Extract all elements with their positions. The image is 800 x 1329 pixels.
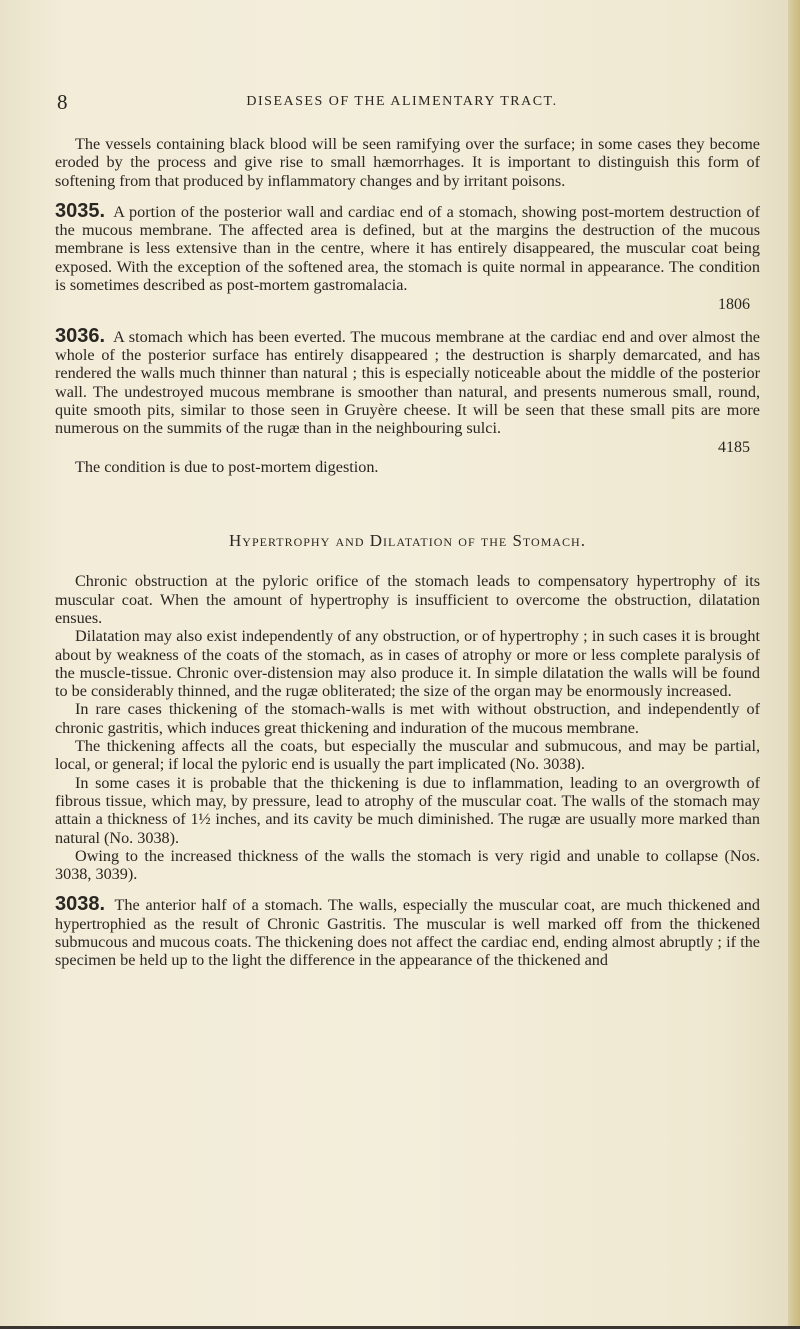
specimen-paragraph [55, 324, 760, 438]
section-paragraph: Owing to the increased thickness of the walls the stomach is very rigid and unable to collapse (Nos. 3038, 3039). [55, 846, 760, 884]
specimen-paragraph [55, 199, 760, 295]
section-paragraph: Chronic obstruction at the pyloric orifice of the stomach leads to compensatory hypertrophy of its muscular coat. When the amount of hypertrophy is insufficient to overcome the obstruction, dilatation ensues. [55, 572, 760, 627]
section-paragraph: In some cases it is probable that the thickening is due to inflammation, leading to an overgrowth of fibrous tissue, which may, by pressure, lead to atrophy of the muscular coat. The walls of the stomach may attain a thickness of 1½ inches, and its cavity be much diminished. The rugæ are usually more marked than natural (No. 3038). [55, 773, 760, 847]
specimen-number: 3035. [55, 199, 106, 222]
specimen-3036 [55, 324, 760, 476]
specimen-3038 [55, 895, 760, 969]
specimen-text: The anterior half of a stomach. The walls, especially the muscular coat, are much thickened and hypertrophied as the result of Chronic Gastritis. The muscular is well marked off from the thickened submucous and mucous coats. The thickening does not affect the cardiac end, ending almost abruptly ; if the specimen be held up to the light the difference in the appearance of the thickened and [55, 896, 760, 970]
intro-paragraph: The vessels containing black blood will be seen ramifying over the surface; in some cases they become eroded by the process and give rise to small hæmorrhages. It is important to distinguish this form of softening from that produced by inflammatory changes and by irritant poisons. [55, 135, 760, 190]
section-paragraph: The thickening affects all the coats, but especially the muscular and submucous, and may be partial, local, or general; if local the pyloric end is usually the part implicated (No. 3038). [55, 737, 760, 774]
running-head: DISEASES OF THE ALIMENTARY TRACT. [246, 94, 558, 109]
specimen-paragraph [55, 895, 760, 969]
catalog-number: 4185 [718, 439, 750, 457]
specimen-text: A portion of the posterior wall and cardiac end of a stomach, showing post-mortem destruction of the mucous membrane. The affected area is defined, but at the margins the destruction of the mucous membrane is less extensive than in the centre, where it has entirely disappeared, the muscular coat being exposed. With the exception of the softened area, the stomach is quite normal in appearance. The condition is sometimes described as post-mortem gastromalacia. [55, 202, 760, 295]
page-number: 8 [57, 90, 68, 114]
page-header [57, 90, 747, 112]
page-body [55, 135, 760, 970]
specimen-number: 3036. [55, 324, 106, 347]
catalog-number: 1806 [718, 296, 750, 314]
section-paragraph: In rare cases thickening of the stomach-walls is met with without obstruction, and independently of chronic gastritis, which induces great thickening and induration of the mucous membrane. [55, 700, 760, 737]
specimen-text: A stomach which has been everted. The mucous membrane at the cardiac end and over almost the whole of the posterior surface has entirely disappeared ; the destruction is sharply demarcated, and has rendered the walls much thinner than natural ; this is especially noticeable about the middle of the posterior wall. The undestroyed mucous membrane is smoother than natural, and presents numerous small, round, quite smooth pits, similar to those seen in Gruyère cheese. It will be seen that these small pits are more numerous on the summits of the rugæ than in the neighbouring sulci. [55, 327, 760, 438]
page-edge [788, 0, 800, 1329]
specimen-3035 [55, 199, 760, 315]
section-title: Hypertrophy and Dilatation of the Stomach. [229, 531, 586, 551]
section-paragraph: Dilatation may also exist independently of any obstruction, or of hypertrophy ; in such cases it is brought about by weakness of the coats of the stomach, as in cases of atrophy or more or less complete paralysis of the muscle-tissue. Chronic over-distension may also produce it. In simple dilatation the walls will be found to be considerably thinned, and the rugæ obliterated; the size of the organ may be enormously increased. [55, 627, 760, 701]
specimen-number: 3038. [55, 893, 106, 916]
specimen-note: The condition is due to post-mortem digestion. [75, 457, 379, 476]
